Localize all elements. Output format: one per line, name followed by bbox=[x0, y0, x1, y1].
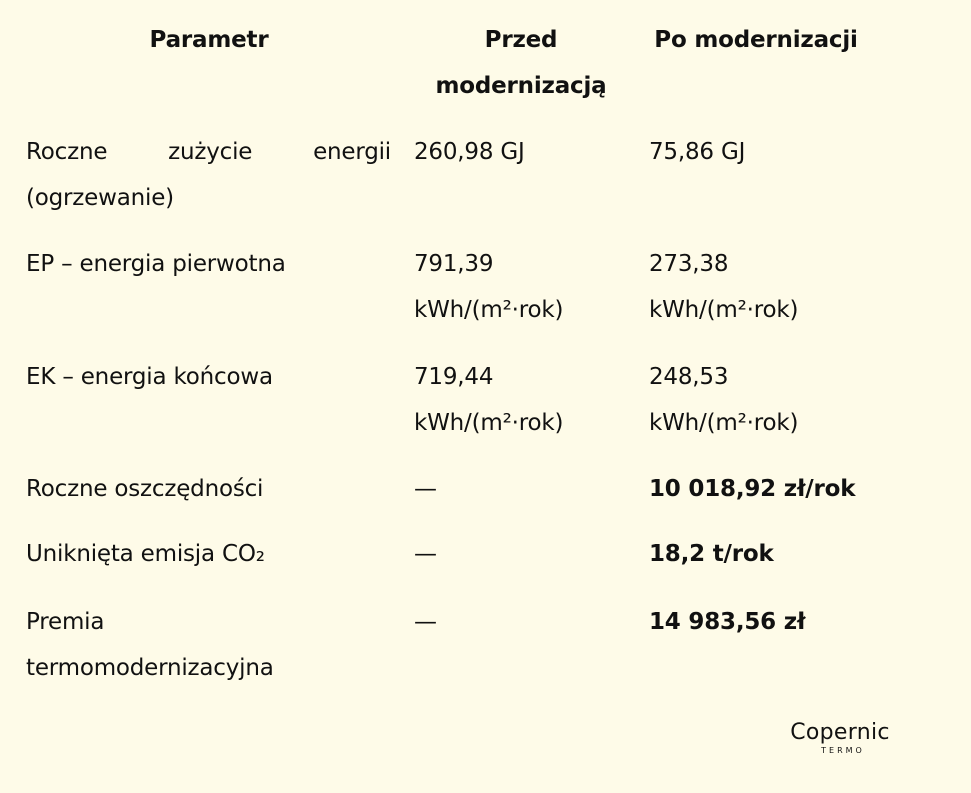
row-2-label: EP – energia pierwotna bbox=[26, 251, 286, 277]
row-1-after: 75,86 GJ bbox=[649, 139, 746, 165]
logo-subtitle: TERMO bbox=[821, 746, 865, 755]
row-3-after-value: 248,53 bbox=[649, 364, 729, 390]
column-header-after: Po modernizacji bbox=[654, 27, 858, 53]
column-header-before: Przed modernizacją bbox=[435, 27, 607, 99]
row-4-after: 10 018,92 zł/rok bbox=[649, 476, 856, 502]
row-5-label: Uniknięta emisja CO₂ bbox=[26, 541, 265, 567]
row-1-label: Roczne zużycie energii bbox=[26, 139, 391, 165]
row-5-before: — bbox=[414, 541, 437, 567]
row-2-before-value: 791,39 bbox=[414, 251, 494, 277]
row-6-after: 14 983,56 zł bbox=[649, 609, 806, 635]
copernic-termo-logo bbox=[786, 720, 894, 756]
logo-wordmark: Copernic bbox=[790, 720, 890, 745]
row-6-before: — bbox=[414, 609, 437, 635]
row-2-after-value: 273,38 bbox=[649, 251, 729, 277]
row-3-before-value: 719,44 bbox=[414, 364, 494, 390]
row-3-after-unit: kWh/(m²·rok) bbox=[649, 410, 799, 436]
row-3-before-unit: kWh/(m²·rok) bbox=[414, 410, 564, 436]
row-2-after-unit: kWh/(m²·rok) bbox=[649, 297, 799, 323]
row-3-label: EK – energia końcowa bbox=[26, 364, 273, 390]
column-header-parameter: Parametr bbox=[149, 27, 269, 53]
row-2-before-unit: kWh/(m²·rok) bbox=[414, 297, 564, 323]
row-4-before: — bbox=[414, 476, 437, 502]
row-6-label-cont: termomodernizacyjna bbox=[26, 655, 274, 681]
row-1-before: 260,98 GJ bbox=[414, 139, 525, 165]
row-4-label: Roczne oszczędności bbox=[26, 476, 264, 502]
row-1-label-cont: (ogrzewanie) bbox=[26, 185, 174, 211]
row-6-label: Premia bbox=[26, 609, 105, 635]
row-5-after: 18,2 t/rok bbox=[649, 541, 774, 567]
